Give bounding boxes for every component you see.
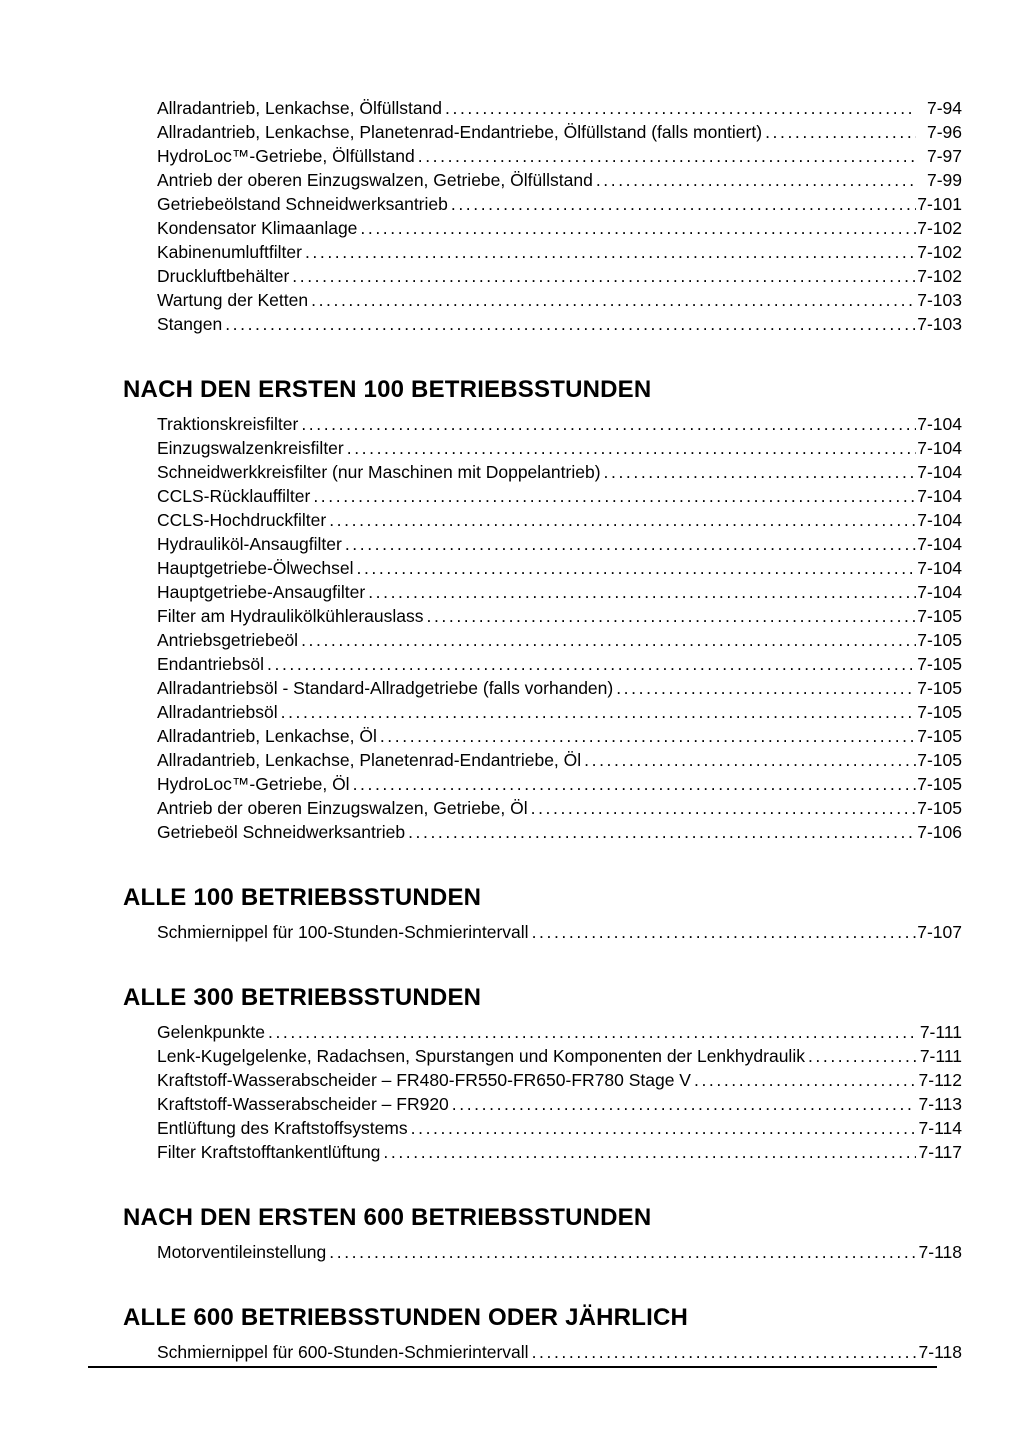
entry-title: Schmiernippel für 600-Stunden-Schmierintervall [157, 1342, 529, 1362]
entry-title: Allradantriebsöl [157, 702, 278, 722]
entry-page-number: 7-106 [917, 822, 962, 842]
toc-entry [157, 676, 962, 700]
dot-leader [342, 532, 916, 556]
dot-leader [423, 604, 916, 628]
toc-entry [157, 1140, 962, 1164]
section-entries [157, 920, 962, 944]
toc-section [123, 1304, 962, 1364]
toc-entry [157, 192, 962, 216]
dot-leader [529, 920, 916, 944]
toc-entry [157, 1240, 962, 1264]
dot-leader [380, 1140, 916, 1164]
section-entries [157, 1240, 962, 1264]
entry-page-number: 7-102 [917, 218, 962, 238]
entry-title: Wartung der Ketten [157, 290, 309, 310]
entry-title: Kraftstoff-Wasserabscheider – FR920 [157, 1094, 449, 1114]
dot-leader [298, 412, 916, 436]
entry-title: Filter Kraftstofftankentlüftung [157, 1142, 381, 1162]
entry-title: Kraftstoff-Wasserabscheider – FR480-FR550-FR650-FR780 Stage V [157, 1070, 691, 1090]
dot-leader [298, 628, 916, 652]
entry-page-number: 7-113 [918, 1094, 962, 1114]
entry-title: Schneidwerkkreisfilter (nur Maschinen mit Doppelantrieb) [157, 462, 601, 482]
entry-title: Traktionskreisfilter [157, 414, 299, 434]
entry-title: Lenk-Kugelgelenke, Radachsen, Spurstangen und Komponenten der Lenkhydraulik [157, 1046, 805, 1066]
section-entries [157, 96, 962, 336]
section-entries [157, 1340, 962, 1364]
entry-page-number: 7-118 [918, 1342, 962, 1362]
dot-leader [613, 676, 916, 700]
toc-entry [157, 820, 962, 844]
entry-title: Druckluftbehälter [157, 266, 290, 286]
toc-entry [157, 628, 962, 652]
toc-entry [157, 436, 962, 460]
toc-entry [157, 216, 962, 240]
entry-page-number: 7-105 [917, 798, 962, 818]
entry-page-number: 7-103 [917, 290, 962, 310]
section-heading: ALLE 100 BETRIEBSSTUNDEN [123, 884, 482, 911]
entry-title: Antriebsgetriebeöl [157, 630, 299, 650]
entry-title: Hauptgetriebe-Ansaugfilter [157, 582, 366, 602]
toc-entry [157, 264, 962, 288]
section-heading: NACH DEN ERSTEN 100 BETRIEBSSTUNDEN [123, 376, 652, 403]
entry-page-number: 7-105 [917, 750, 962, 770]
toc-entry [157, 312, 962, 336]
entry-title: Gelenkpunkte [157, 1022, 265, 1042]
entry-page-number: 7-111 [919, 1046, 962, 1066]
toc-entry [157, 1044, 962, 1068]
entry-page-number: 7-118 [918, 1242, 962, 1262]
entry-page-number: 7-107 [917, 922, 962, 942]
dot-leader [529, 1340, 916, 1364]
toc-entry [157, 168, 962, 192]
toc-entry [157, 796, 962, 820]
dot-leader [377, 724, 916, 748]
toc-entry [157, 1092, 962, 1116]
entry-title: Filter am Hydraulikölkühlerauslass [157, 606, 424, 626]
toc-entry [157, 652, 962, 676]
dot-leader [405, 820, 916, 844]
entry-page-number: 7-101 [917, 194, 962, 214]
dot-leader [365, 580, 916, 604]
entry-page-number: 7-105 [917, 630, 962, 650]
entry-page-number: 7-114 [918, 1118, 962, 1138]
section-entries [157, 1020, 962, 1164]
dot-leader [350, 772, 916, 796]
dot-leader [408, 1116, 916, 1140]
entry-page-number: 7-105 [917, 678, 962, 698]
entry-page-number: 7-105 [917, 606, 962, 626]
entry-title: Allradantrieb, Lenkachse, Planetenrad-Endantriebe, Öl [157, 750, 582, 770]
toc-entry [157, 412, 962, 436]
entry-page-number: 7-94 [926, 98, 962, 118]
section-heading: ALLE 600 BETRIEBSSTUNDEN ODER JÄHRLICH [123, 1304, 689, 1331]
entry-page-number: 7-102 [917, 266, 962, 286]
entry-page-number: 7-104 [917, 486, 962, 506]
entry-title: Antrieb der oberen Einzugswalzen, Getriebe, Ölfüllstand [157, 170, 593, 190]
entry-page-number: 7-105 [917, 654, 962, 674]
toc-entry [157, 1020, 962, 1044]
section-heading: NACH DEN ERSTEN 600 BETRIEBSSTUNDEN [123, 1204, 652, 1231]
dot-leader [344, 436, 916, 460]
entry-title: Getriebeölstand Schneidwerksantrieb [157, 194, 448, 214]
entry-title: Allradantrieb, Lenkachse, Ölfüllstand [157, 98, 443, 118]
entry-title: Entlüftung des Kraftstoffsystems [157, 1118, 408, 1138]
toc-entry [157, 748, 962, 772]
dot-leader [289, 264, 916, 288]
entry-page-number: 7-105 [917, 702, 962, 722]
entry-title: CCLS-Hochdruckfilter [157, 510, 327, 530]
dot-leader [302, 240, 916, 264]
dot-leader [762, 120, 916, 144]
toc-entry [157, 556, 962, 580]
toc-sections [123, 96, 962, 1364]
entry-title: HydroLoc™-Getriebe, Ölfüllstand [157, 146, 415, 166]
toc-entry [157, 1068, 962, 1092]
dot-leader [264, 652, 916, 676]
toc-entry [157, 532, 962, 556]
entry-page-number: 7-104 [917, 462, 962, 482]
toc-section [123, 376, 962, 844]
section-entries [157, 412, 962, 844]
entry-page-number: 7-104 [917, 510, 962, 530]
entry-title: Getriebeöl Schneidwerksantrieb [157, 822, 406, 842]
toc-entry [157, 460, 962, 484]
entry-page-number: 7-105 [917, 774, 962, 794]
dot-leader [448, 192, 916, 216]
entry-page-number: 7-111 [919, 1022, 962, 1042]
toc-entry [157, 1116, 962, 1140]
dot-leader [326, 1240, 916, 1264]
dot-leader [310, 484, 916, 508]
entry-page-number: 7-96 [926, 122, 962, 142]
entry-page-number: 7-97 [926, 146, 962, 166]
toc-entry [157, 144, 962, 168]
dot-leader [528, 796, 916, 820]
entry-page-number: 7-99 [926, 170, 962, 190]
toc-entry [157, 288, 962, 312]
entry-page-number: 7-104 [917, 582, 962, 602]
entry-title: Stangen [157, 314, 223, 334]
entry-page-number: 7-104 [917, 558, 962, 578]
toc-entry [157, 580, 962, 604]
entry-page-number: 7-103 [917, 314, 962, 334]
dot-leader [691, 1068, 916, 1092]
dot-leader [442, 96, 916, 120]
toc-entry [157, 604, 962, 628]
entry-title: Endantriebsöl [157, 654, 265, 674]
dot-leader [308, 288, 916, 312]
toc-entry [157, 240, 962, 264]
dot-leader [581, 748, 916, 772]
entry-page-number: 7-105 [917, 726, 962, 746]
entry-page-number: 7-117 [918, 1142, 962, 1162]
entry-title: Allradantriebsöl - Standard-Allradgetriebe (falls vorhanden) [157, 678, 614, 698]
dot-leader [601, 460, 916, 484]
entry-page-number: 7-102 [917, 242, 962, 262]
toc-entry [157, 920, 962, 944]
toc-section [123, 96, 962, 336]
dot-leader [415, 144, 916, 168]
toc-entry [157, 484, 962, 508]
toc-entry [157, 724, 962, 748]
footer-rule [88, 1366, 937, 1368]
entry-title: HydroLoc™-Getriebe, Öl [157, 774, 350, 794]
dot-leader [278, 700, 916, 724]
toc-entry [157, 700, 962, 724]
dot-leader [357, 216, 916, 240]
toc-section [123, 884, 962, 944]
entry-title: Allradantrieb, Lenkachse, Öl [157, 726, 377, 746]
toc-entry [157, 1340, 962, 1364]
entry-title: Allradantrieb, Lenkachse, Planetenrad-Endantriebe, Ölfüllstand (falls montiert) [157, 122, 763, 142]
dot-leader [326, 508, 916, 532]
entry-page-number: 7-104 [917, 438, 962, 458]
entry-title: Einzugswalzenkreisfilter [157, 438, 344, 458]
toc-entry [157, 96, 962, 120]
dot-leader [805, 1044, 916, 1068]
entry-title: Kabinenumluftfilter [157, 242, 302, 262]
dot-leader [265, 1020, 916, 1044]
entry-page-number: 7-104 [917, 414, 962, 434]
toc-entry [157, 120, 962, 144]
entry-title: CCLS-Rücklauffilter [157, 486, 311, 506]
toc-section [123, 984, 962, 1164]
toc-entry [157, 772, 962, 796]
dot-leader [354, 556, 917, 580]
dot-leader [222, 312, 916, 336]
entry-title: Antrieb der oberen Einzugswalzen, Getriebe, Öl [157, 798, 528, 818]
entry-title: Kondensator Klimaanlage [157, 218, 358, 238]
toc-entry [157, 508, 962, 532]
entry-title: Hauptgetriebe-Ölwechsel [157, 558, 354, 578]
entry-page-number: 7-104 [917, 534, 962, 554]
entry-title: Hydrauliköl-Ansaugfilter [157, 534, 342, 554]
entry-title: Motorventileinstellung [157, 1242, 327, 1262]
dot-leader [593, 168, 916, 192]
toc-section [123, 1204, 962, 1264]
section-heading: ALLE 300 BETRIEBSSTUNDEN [123, 984, 482, 1011]
dot-leader [449, 1092, 916, 1116]
entry-page-number: 7-112 [918, 1070, 962, 1090]
entry-title: Schmiernippel für 100-Stunden-Schmierintervall [157, 922, 529, 942]
